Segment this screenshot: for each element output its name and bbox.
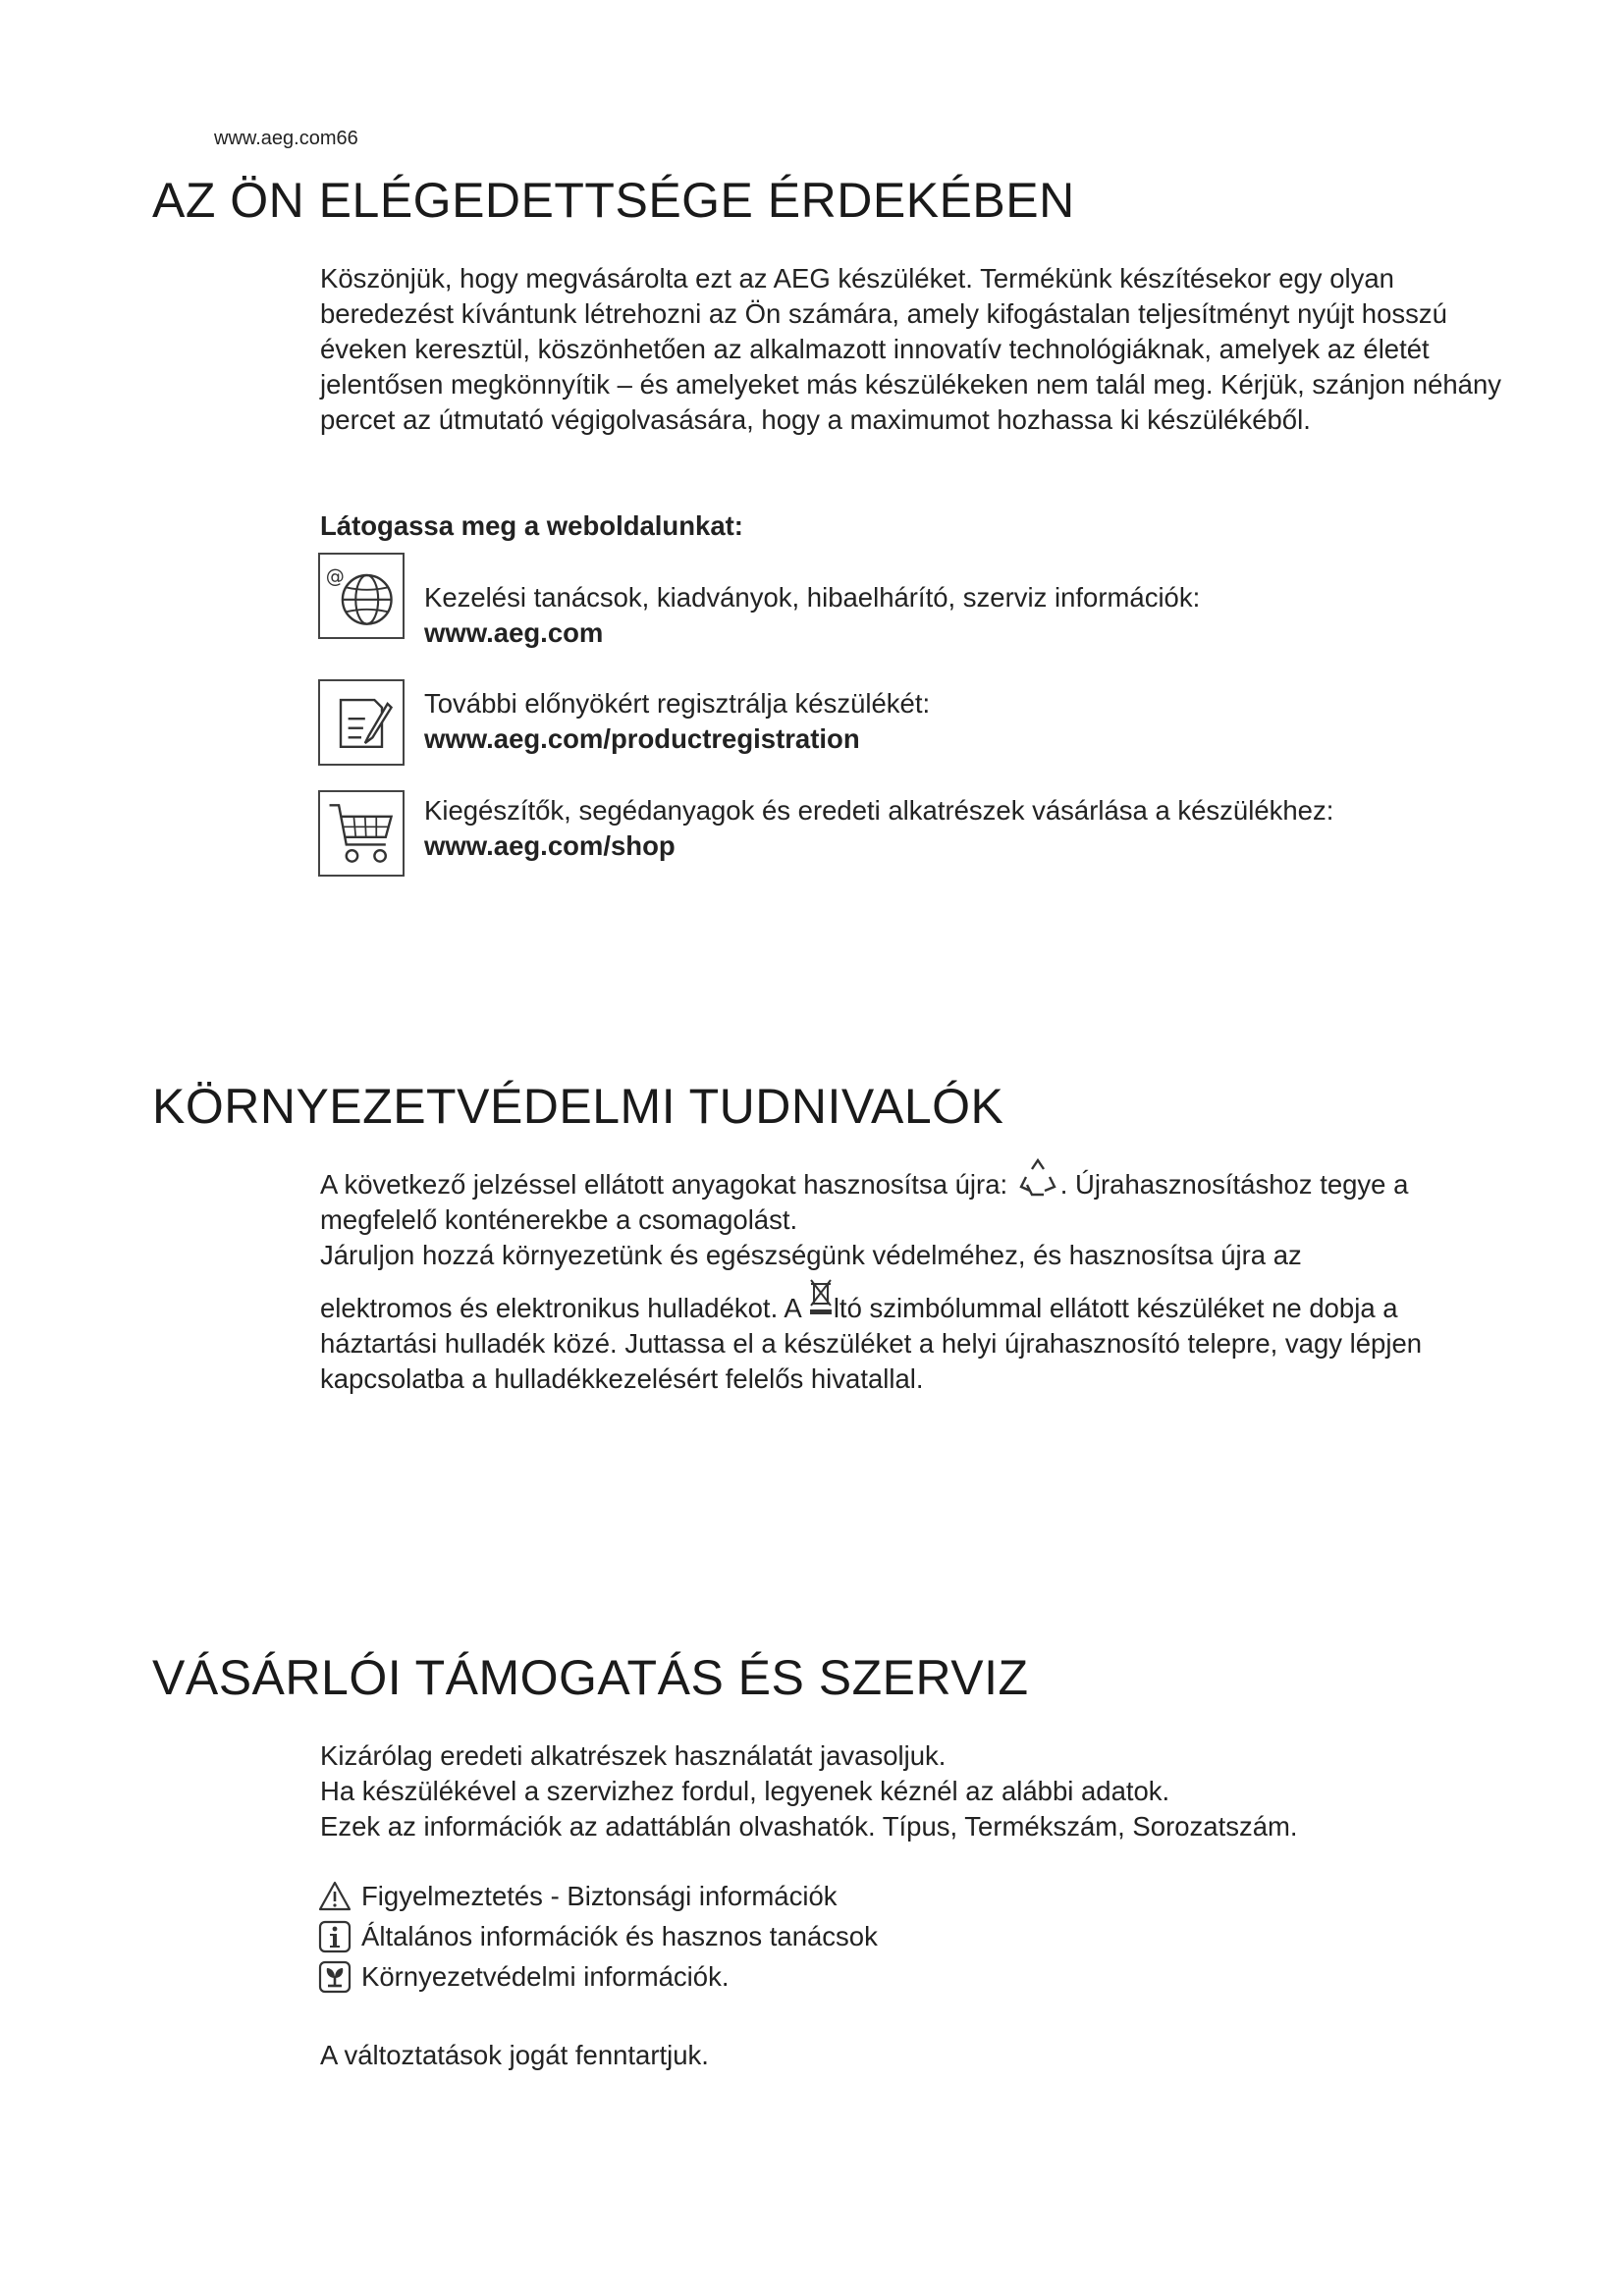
support-line-2: Ha készülékével a szervizhez fordul, legyenek kéznél az alábbi adatok.	[320, 1776, 1170, 1806]
recycling-paragraph	[320, 1167, 1518, 1238]
legend-warning-text: Figyelmeztetés - Biztonsági információk	[361, 1881, 838, 1911]
recycling-text-before: A következő jelzéssel ellátott anyagokat hasznosítsa újra:	[320, 1169, 1008, 1200]
weee-text-before: elektromos és elektronikus hulladékot. A	[320, 1293, 801, 1323]
link-shop	[424, 793, 1333, 864]
crossed-bin-icon	[808, 1276, 834, 1321]
weee-text-after: ltó szimbólummal ellátott készüléket ne dobja a háztartási hulladék közé. Juttassa el a készüléket a helyi újrahasznosító telepre, vagy lépjen kapcsolatba a hulladékkezelésért felelős hivatallal.	[320, 1293, 1423, 1394]
registration-icon	[318, 679, 405, 766]
legend-warning	[318, 1879, 838, 1914]
section-title-support: VÁSÁRLÓI TÁMOGATÁS ÉS SZERVIZ	[152, 1650, 1029, 1705]
link-registration-url[interactable]: www.aeg.com/productregistration	[424, 723, 860, 754]
link-registration-text: További előnyökért regisztrálja készülékét:	[424, 688, 931, 719]
svg-text:@: @	[325, 564, 345, 588]
section-title-environment: KÖRNYEZETVÉDELMI TUDNIVALÓK	[152, 1079, 1004, 1134]
legend-environment	[318, 1959, 729, 1995]
visit-heading: Látogassa meg a weboldalunkat:	[320, 510, 743, 541]
globe-icon	[318, 553, 405, 639]
legend-environment-text: Környezetvédelmi információk.	[361, 1961, 730, 1992]
legend-info-text: Általános információk és hasznos tanácsok	[361, 1921, 878, 1951]
link-registration	[424, 686, 930, 757]
section-title-satisfaction: AZ ÖN ELÉGEDETTSÉGE ÉRDEKÉBEN	[152, 173, 1075, 228]
recycle-icon	[1015, 1155, 1060, 1201]
weee-line1: Járuljon hozzá környezetünk és egészségünk védelméhez, és hasznosítsa újra az	[320, 1240, 1302, 1270]
link-support	[424, 580, 1200, 651]
warning-icon	[318, 1880, 352, 1913]
link-shop-url[interactable]: www.aeg.com/shop	[424, 830, 676, 861]
environment-icon	[318, 1960, 352, 1994]
link-support-url[interactable]: www.aeg.com	[424, 617, 604, 648]
link-support-text: Kezelési tanácsok, kiadványok, hibaelhárító, szerviz információk:	[424, 582, 1201, 613]
info-icon	[318, 1920, 352, 1953]
recycling-text-after: . Újrahasznosításhoz tegye a megfelelő konténerekbe a csomagolást.	[320, 1169, 1409, 1235]
link-shop-text: Kiegészítők, segédanyagok és eredeti alkatrészek vásárlása a készülékhez:	[424, 795, 1334, 826]
closing-note: A változtatások jogát fenntartjuk.	[320, 2040, 709, 2070]
intro-paragraph: Köszönjük, hogy megvásárolta ezt az AEG készüléket. Termékünk készítésekor egy olyan beredezést kívántunk létrehozni az Ön számára, amely kifogástalan teljesítményt nyújt hosszú éveken keresztül, köszönhetően az alkalmazott innovatív technológiáknak, amelyek az életét jelentősen megkönnyítik – és amelyeket más készülékeken nem talál meg. Kérjük, szánjon néhány percet az útmutató végigolvasására, hogy a maximumot hozhassa ki készülékéből.	[320, 263, 1502, 435]
shopping-cart-icon	[318, 790, 405, 877]
support-line-3: Ezek az információk az adattáblán olvashatók. Típus, Termékszám, Sorozatszám.	[320, 1811, 1298, 1842]
weee-paragraph	[320, 1291, 1518, 1397]
header-url: www.aeg.com66	[214, 128, 358, 149]
support-line-1: Kizárólag eredeti alkatrészek használatát javasoljuk.	[320, 1740, 947, 1771]
legend-info	[318, 1919, 878, 1954]
